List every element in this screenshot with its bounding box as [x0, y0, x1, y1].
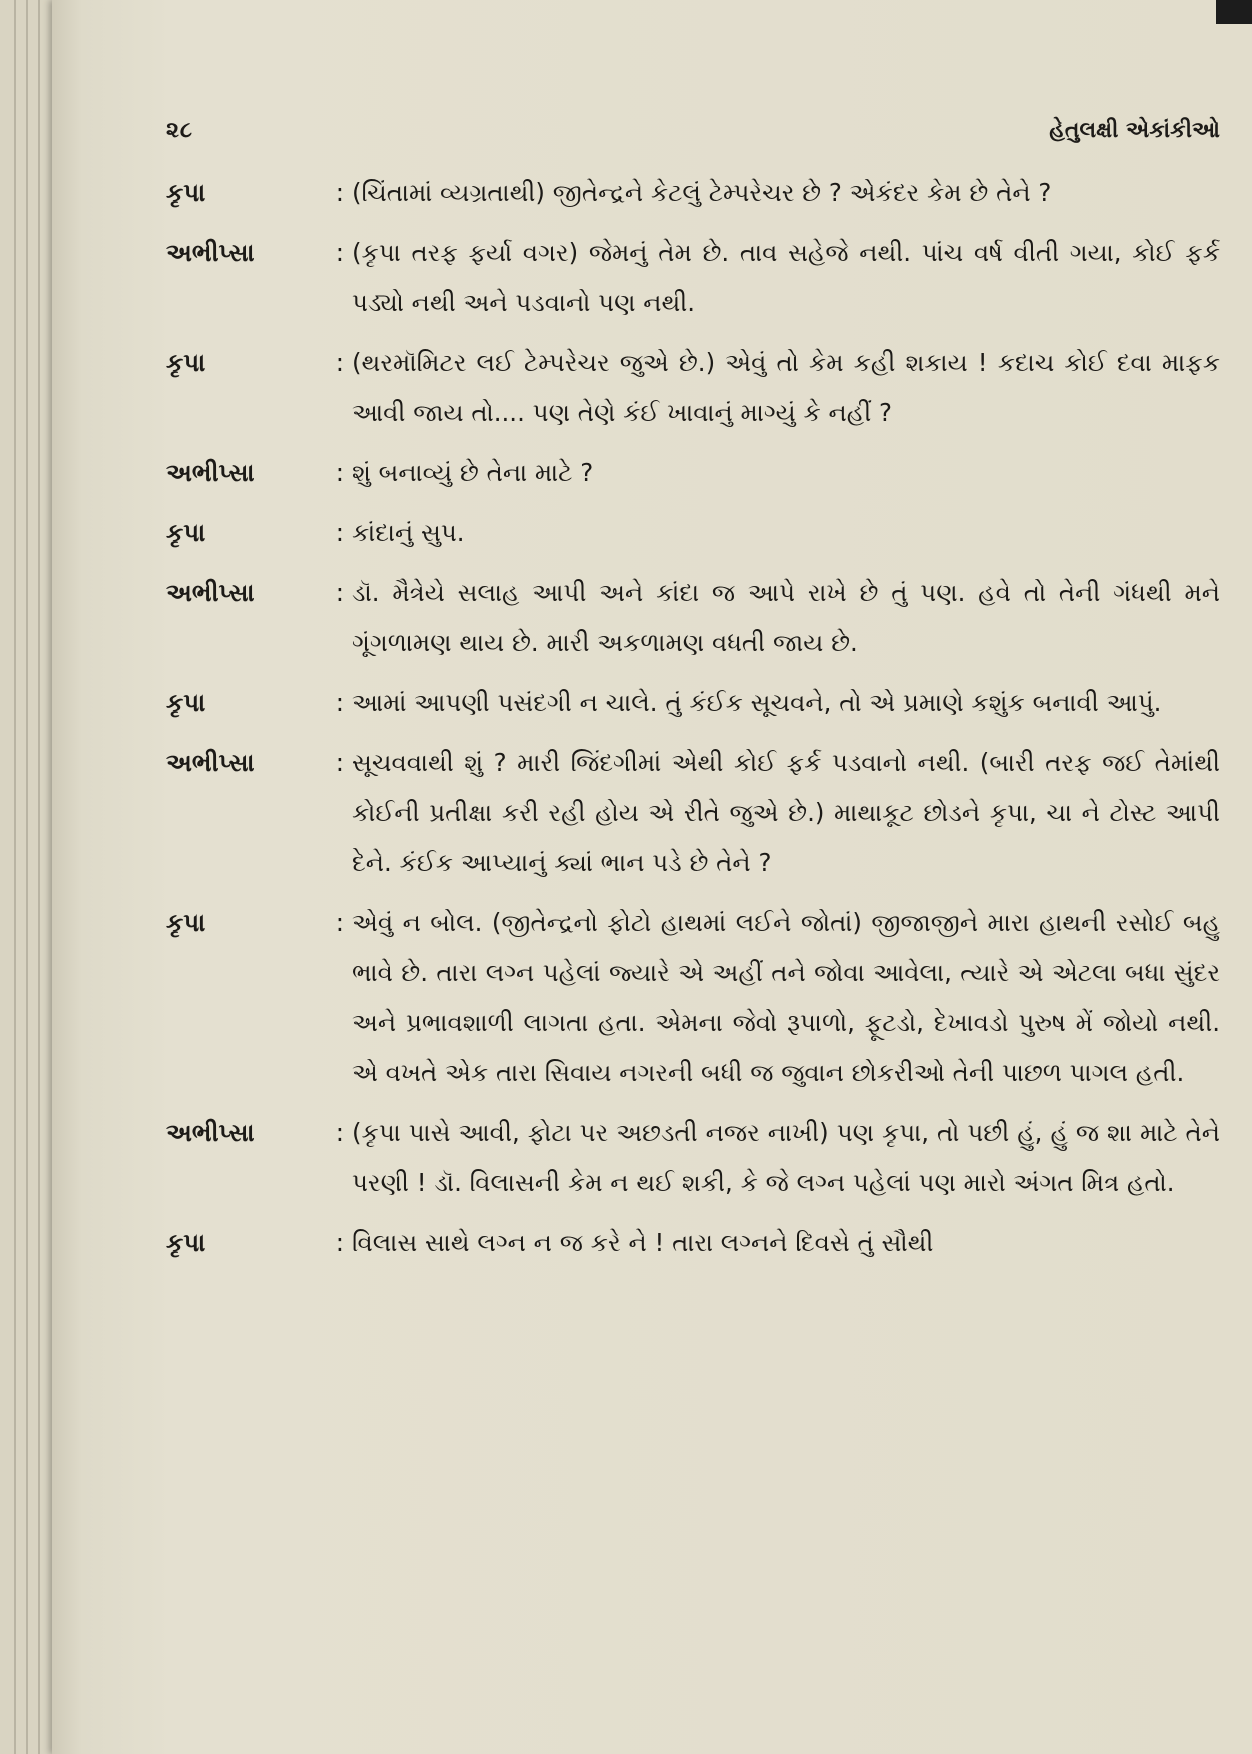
colon-separator: : — [335, 178, 344, 207]
speech-text: ડૉ. મૈત્રેયે સલાહ આપી અને કાંદા જ આપે રાખે છે તું પણ. હવે તો તેની ગંધથી મને ગૂંગળામણ થાય છે. મારી અકળામણ વધતી જાય છે. — [352, 578, 1220, 657]
speaker-name — [166, 228, 352, 328]
page-number: ૨૮ — [166, 118, 194, 143]
dialogue-line — [166, 508, 1220, 558]
speaker-name — [166, 678, 352, 728]
colon-separator: : — [335, 908, 344, 937]
colon-separator: : — [335, 1118, 344, 1147]
speaker-name — [166, 338, 352, 438]
speaker-label: કૃપા — [166, 348, 206, 377]
dialogue-line — [166, 1218, 1220, 1268]
colon-separator: : — [335, 518, 344, 547]
speaker-label: અભીપ્સા — [166, 238, 255, 267]
speech-text: આમાં આપણી પસંદગી ન ચાલે. તું કંઈક સૂચવને, તો એ પ્રમાણે કશુંક બનાવી આપું. — [352, 688, 1162, 717]
speech-text: કાંદાનું સુપ. — [352, 518, 465, 547]
speaker-label: અભીપ્સા — [166, 578, 255, 607]
speech-text: શું બનાવ્યું છે તેના માટે ? — [352, 458, 594, 487]
speaker-name — [166, 1218, 352, 1268]
speech-text: વિલાસ સાથે લગ્ન ન જ કરે ને ! તારા લગ્નને દિવસે તું સૌથી — [352, 1228, 934, 1257]
dialogue-line — [166, 228, 1220, 328]
speech-text: એવું ન બોલ. (જીતેન્દ્રનો ફોટો હાથમાં લઈને જોતાં) જીજાજીને મારા હાથની રસોઈ બહુ ભાવે છે. તારા લગ્ન પહેલાં જ્યારે એ અહીં તને જોવા આવેલા, ત્યારે એ એટલા બધા સુંદર અને પ્રભાવશાળી લાગતા હતા. એમના જેવો રૂપાળો, ફૂટડો, દેખાવડો પુરુષ મેં જોયો નથી. એ વખતે એક તારા સિવાય નગરની બધી જ જુવાન છોકરીઓ તેની પાછળ પાગલ હતી. — [352, 908, 1220, 1087]
speech-text: (કૃપા તરફ ફર્યા વગર) જેમનું તેમ છે. તાવ સહેજે નથી. પાંચ વર્ષ વીતી ગયા, કોઈ ફર્ક પડ્યો નથી અને પડવાનો પણ નથી. — [352, 238, 1220, 317]
speaker-label: કૃપા — [166, 518, 206, 547]
speech-text: (કૃપા પાસે આવી, ફોટા પર અછડતી નજર નાખી) પણ કૃપા, તો પછી હું, હું જ શા માટે તેને પરણી ! ડૉ. વિલાસની કેમ ન થઈ શકી, કે જે લગ્ન પહેલાં પણ મારો અંગત મિત્ર હતો. — [352, 1118, 1220, 1197]
speaker-label: કૃપા — [166, 178, 206, 207]
speech-text: (ચિંતામાં વ્યગ્રતાથી) જીતેન્દ્રને કેટલું ટેમ્પરેચર છે ? એકંદર કેમ છે તેને ? — [352, 178, 1052, 207]
page-edge — [26, 0, 28, 1754]
dialogue-line — [166, 338, 1220, 438]
colon-separator: : — [335, 238, 344, 267]
scan-corner — [1216, 0, 1252, 24]
speaker-label: કૃપા — [166, 908, 206, 937]
speaker-name — [166, 1108, 352, 1208]
colon-separator: : — [335, 348, 344, 377]
dialogue-line — [166, 1108, 1220, 1208]
dialogue-line — [166, 898, 1220, 1098]
dialogue-line — [166, 738, 1220, 888]
speaker-label: કૃપા — [166, 1228, 206, 1257]
speaker-label: અભીપ્સા — [166, 748, 255, 777]
dialogue-line — [166, 448, 1220, 498]
dialogue-line — [166, 168, 1220, 218]
colon-separator: : — [335, 578, 344, 607]
speaker-name — [166, 168, 352, 218]
running-title: હેતુલક્ષી એકાંકીઓ — [1049, 118, 1220, 143]
speaker-label: કૃપા — [166, 688, 206, 717]
speaker-name — [166, 898, 352, 1098]
dialogue-line — [166, 678, 1220, 728]
page-header — [166, 118, 1220, 143]
dialogue-line — [166, 568, 1220, 668]
speaker-name — [166, 448, 352, 498]
page-edge — [14, 0, 16, 1754]
speaker-label: અભીપ્સા — [166, 1118, 255, 1147]
speaker-name — [166, 568, 352, 668]
page-edge — [38, 0, 40, 1754]
colon-separator: : — [335, 458, 344, 487]
speaker-name — [166, 738, 352, 888]
speaker-name — [166, 508, 352, 558]
colon-separator: : — [335, 1228, 344, 1257]
dialogue — [166, 168, 1220, 1278]
colon-separator: : — [335, 688, 344, 717]
speech-text: (થરમૉમિટર લઈ ટેમ્પરેચર જુએ છે.) એવું તો કેમ કહી શકાય ! કદાચ કોઈ દવા માફક આવી જાય તો.... પણ તેણે કંઈ ખાવાનું માગ્યું કે નહીં ? — [352, 348, 1220, 427]
speech-text: સૂચવવાથી શું ? મારી જિંદગીમાં એથી કોઈ ફર્ક પડવાનો નથી. (બારી તરફ જઈ તેમાંથી કોઈની પ્રતીક્ષા કરી રહી હોય એ રીતે જુએ છે.) માથાકૂટ છોડને કૃપા, ચા ને ટોસ્ટ આપી દેને. કંઈક આપ્યાનું ક્યાં ભાન પડે છે તેને ? — [352, 748, 1220, 877]
speaker-label: અભીપ્સા — [166, 458, 255, 487]
colon-separator: : — [335, 748, 344, 777]
